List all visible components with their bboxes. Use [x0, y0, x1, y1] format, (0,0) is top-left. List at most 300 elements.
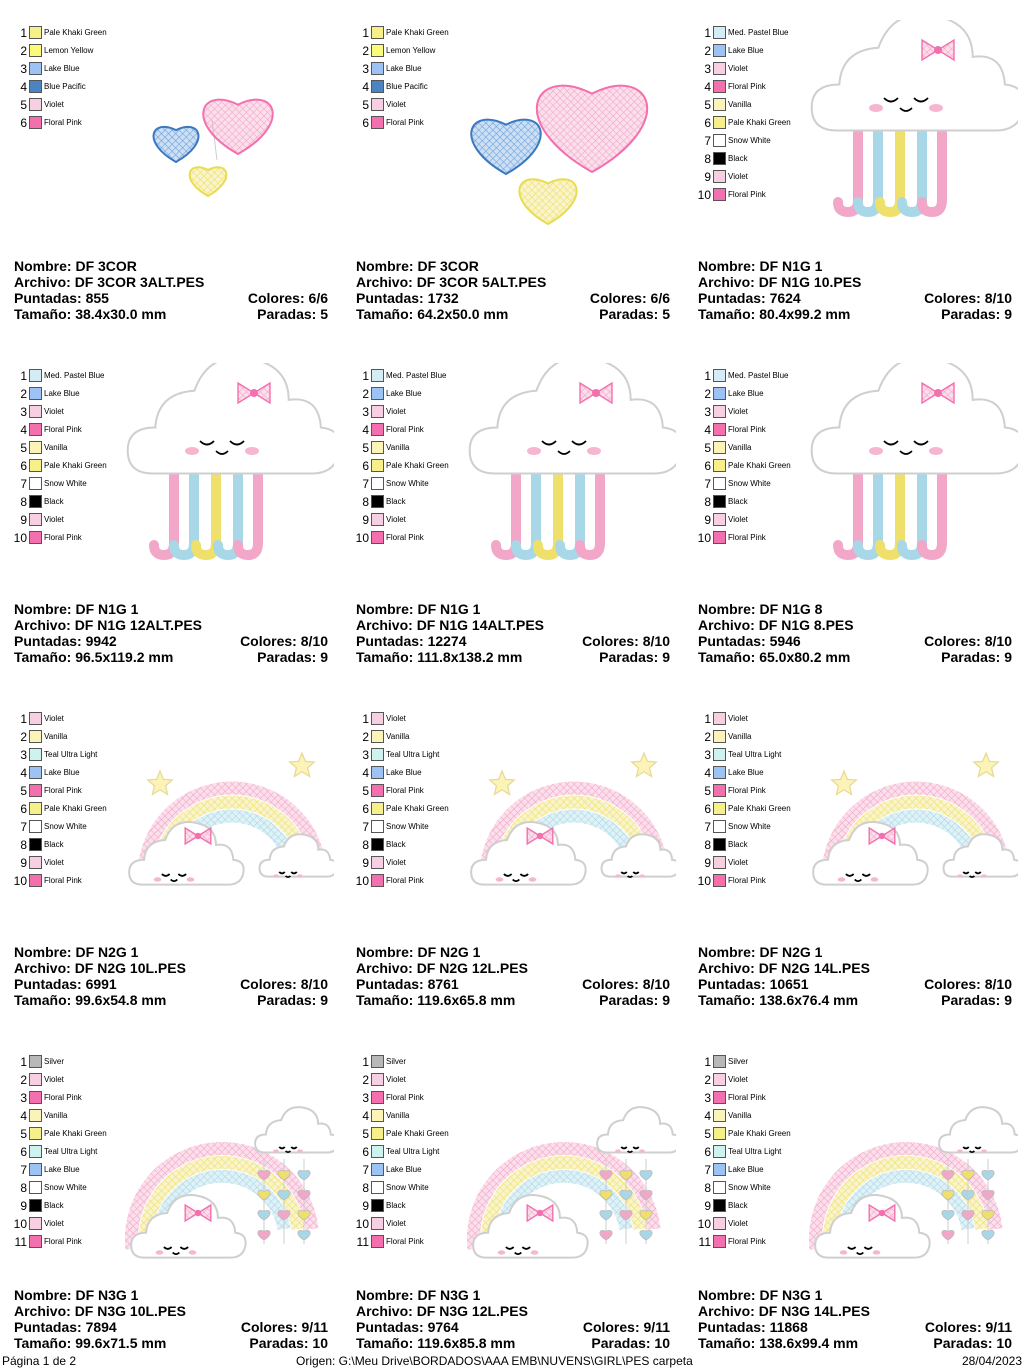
thread-color-row [684, 439, 814, 457]
stop-count: 10 [996, 1335, 1012, 1351]
thread-color-row [342, 1143, 472, 1161]
colors-value [924, 290, 1012, 306]
thread-swatch [713, 116, 726, 129]
thread-name: Pale Khaki Green [44, 28, 107, 37]
design-file: DF N2G 12L.PES [416, 960, 528, 976]
design-card [0, 1029, 342, 1370]
thread-color-row [684, 818, 814, 836]
thread-swatch [371, 802, 384, 815]
stops-label: Paradas: [257, 992, 317, 1008]
design-size: 119.6x65.8 mm [417, 992, 516, 1008]
thread-swatch [29, 730, 42, 743]
thread-number: 1 [362, 369, 369, 383]
stitches-line [698, 290, 1012, 306]
thread-name: Floral Pink [728, 425, 766, 434]
thread-swatch [371, 820, 384, 833]
name-label: Nombre: [356, 601, 414, 617]
colors-value [582, 976, 670, 992]
thread-color-row [342, 42, 472, 60]
size-line [698, 992, 1012, 1008]
thread-color-row [342, 1053, 472, 1071]
thread-color-row [684, 1197, 814, 1215]
design-file-line [698, 1303, 1012, 1319]
size-line [14, 992, 328, 1008]
thread-number: 10 [697, 531, 711, 545]
design-file-line [14, 274, 328, 290]
thread-color-row [684, 186, 814, 204]
thread-number: 4 [20, 423, 27, 437]
thread-number: 10 [13, 1217, 27, 1231]
thread-swatch [713, 441, 726, 454]
thread-color-row [684, 78, 814, 96]
file-label: Archivo: [356, 617, 413, 633]
color-count: 8/10 [642, 633, 670, 649]
thread-number: 6 [362, 116, 369, 130]
design-card [0, 0, 342, 342]
thread-swatch [713, 1073, 726, 1086]
thread-swatch [713, 748, 726, 761]
thread-number: 4 [20, 80, 27, 94]
colors-label: Colores: [924, 976, 981, 992]
stops-label: Paradas: [591, 1335, 651, 1351]
design-file-line [698, 274, 1012, 290]
stops-label: Paradas: [249, 1335, 309, 1351]
thread-color-row [0, 24, 130, 42]
thread-name: Floral Pink [386, 786, 424, 795]
size-line [698, 649, 1012, 665]
file-label: Archivo: [698, 960, 755, 976]
thread-number: 8 [362, 1181, 369, 1195]
thread-swatch [371, 459, 384, 472]
thread-swatch [29, 1055, 42, 1068]
color-count: 9/11 [985, 1319, 1012, 1335]
thread-name: Violet [728, 407, 748, 416]
design-preview-image [112, 706, 334, 936]
design-card [684, 686, 1024, 1028]
thread-name: Snow White [728, 1183, 771, 1192]
design-name: DF N3G 1 [417, 1287, 481, 1303]
colors-value [240, 633, 328, 649]
thread-color-row [0, 818, 130, 836]
design-file-line [14, 617, 328, 633]
thread-number: 5 [704, 98, 711, 112]
thread-color-row [684, 168, 814, 186]
thread-color-row [342, 1197, 472, 1215]
thread-swatch [713, 1109, 726, 1122]
design-file: DF N2G 10L.PES [74, 960, 186, 976]
thread-swatch [371, 1235, 384, 1248]
design-file: DF N1G 14ALT.PES [416, 617, 545, 633]
thread-number: 8 [704, 152, 711, 166]
thread-swatch [371, 116, 384, 129]
thread-swatch [29, 802, 42, 815]
thread-color-row [0, 367, 130, 385]
design-file-line [356, 617, 670, 633]
stitches-line [698, 976, 1012, 992]
thread-name: Pale Khaki Green [728, 118, 791, 127]
thread-color-row [342, 1215, 472, 1233]
thread-swatch [371, 838, 384, 851]
thread-color-row [684, 475, 814, 493]
stitches-label: Puntadas: [356, 633, 424, 649]
thread-swatch [29, 1181, 42, 1194]
design-name: DF N1G 1 [75, 601, 139, 617]
thread-name: Snow White [728, 479, 771, 488]
stitch-count: 10651 [769, 976, 809, 992]
size-label: Tamaño: [698, 306, 756, 322]
thread-number: 9 [20, 513, 27, 527]
thread-color-row [342, 1071, 472, 1089]
thread-name: Vanilla [728, 100, 752, 109]
thread-number: 10 [355, 1217, 369, 1231]
stitches-line [356, 290, 670, 306]
thread-swatch [29, 838, 42, 851]
thread-name: Vanilla [44, 443, 68, 452]
stop-count: 9 [662, 649, 670, 665]
thread-name: Lake Blue [44, 768, 80, 777]
thread-number: 10 [697, 874, 711, 888]
design-size: 99.6x71.5 mm [75, 1335, 167, 1351]
design-size: 111.8x138.2 mm [417, 649, 523, 665]
thread-number: 8 [20, 495, 27, 509]
thread-swatch [29, 441, 42, 454]
stops-value [257, 649, 328, 665]
thread-name: Violet [386, 1075, 406, 1084]
design-name-line [698, 258, 1012, 274]
thread-swatch [29, 387, 42, 400]
stitch-count: 7624 [769, 290, 801, 306]
design-name-line [698, 1287, 1012, 1303]
thread-color-row [684, 836, 814, 854]
design-name-line [356, 944, 670, 960]
size-label: Tamaño: [698, 649, 756, 665]
color-count: 8/10 [300, 633, 328, 649]
thread-swatch [713, 44, 726, 57]
colors-label: Colores: [924, 633, 981, 649]
design-size: 138.6x99.4 mm [759, 1335, 859, 1351]
thread-name: Violet [728, 515, 748, 524]
design-info [698, 1287, 1012, 1351]
thread-name: Violet [44, 714, 64, 723]
thread-number: 3 [704, 62, 711, 76]
thread-number: 1 [704, 26, 711, 40]
thread-color-row [0, 1089, 130, 1107]
size-label: Tamaño: [14, 649, 72, 665]
stitches-line [698, 1319, 1012, 1335]
thread-number: 4 [20, 1109, 27, 1123]
thread-name: Lake Blue [728, 46, 764, 55]
thread-number: 5 [362, 441, 369, 455]
stops-value [257, 992, 328, 1008]
thread-name: Lake Blue [44, 1165, 80, 1174]
thread-number: 7 [20, 820, 27, 834]
thread-number: 6 [704, 802, 711, 816]
thread-number: 4 [362, 423, 369, 437]
thread-color-row [684, 1143, 814, 1161]
thread-swatch [371, 387, 384, 400]
design-name: DF N2G 1 [75, 944, 139, 960]
design-preview-image [454, 706, 676, 936]
design-file: DF N2G 14L.PES [758, 960, 870, 976]
thread-swatch [29, 1127, 42, 1140]
thread-swatch [371, 531, 384, 544]
thread-swatch [29, 766, 42, 779]
size-line [14, 306, 328, 322]
thread-color-row [684, 114, 814, 132]
thread-name: Snow White [44, 479, 87, 488]
design-file: DF 3COR 5ALT.PES [416, 274, 547, 290]
thread-name: Pale Khaki Green [386, 1129, 449, 1138]
thread-swatch [713, 1163, 726, 1176]
thread-swatch [713, 874, 726, 887]
thread-number: 4 [362, 766, 369, 780]
thread-name: Snow White [728, 136, 771, 145]
design-name: DF N2G 1 [759, 944, 823, 960]
thread-name: Violet [44, 1075, 64, 1084]
thread-number: 10 [13, 874, 27, 888]
thread-swatch [371, 44, 384, 57]
size-label: Tamaño: [356, 649, 414, 665]
thread-swatch [713, 1127, 726, 1140]
thread-color-row [0, 78, 130, 96]
thread-color-row [684, 60, 814, 78]
thread-color-row [684, 854, 814, 872]
thread-swatch [29, 1199, 42, 1212]
thread-color-row [684, 800, 814, 818]
design-size: 64.2x50.0 mm [417, 306, 509, 322]
thread-number: 2 [704, 44, 711, 58]
design-file-line [14, 1303, 328, 1319]
thread-color-row [0, 529, 130, 547]
thread-number: 7 [362, 477, 369, 491]
thread-swatch [713, 423, 726, 436]
thread-name: Pale Khaki Green [386, 461, 449, 470]
thread-number: 8 [704, 1181, 711, 1195]
thread-swatch [29, 712, 42, 725]
thread-number: 6 [704, 1145, 711, 1159]
thread-swatch [713, 784, 726, 797]
thread-name: Violet [728, 1075, 748, 1084]
name-label: Nombre: [698, 1287, 756, 1303]
thread-name: Teal Ultra Light [728, 750, 782, 759]
thread-color-row [684, 1071, 814, 1089]
thread-name: Pale Khaki Green [386, 28, 449, 37]
design-name: DF N1G 1 [759, 258, 823, 274]
thread-color-row [0, 1071, 130, 1089]
design-name: DF N3G 1 [759, 1287, 823, 1303]
thread-swatch [29, 44, 42, 57]
thread-color-row [342, 529, 472, 547]
thread-color-row [684, 782, 814, 800]
thread-number: 11 [698, 1235, 711, 1249]
size-label: Tamaño: [698, 1335, 756, 1351]
thread-number: 1 [704, 369, 711, 383]
thread-swatch [713, 531, 726, 544]
thread-color-row [342, 836, 472, 854]
thread-number: 4 [704, 80, 711, 94]
thread-name: Teal Ultra Light [728, 1147, 782, 1156]
thread-number: 1 [362, 712, 369, 726]
design-file: DF N1G 12ALT.PES [74, 617, 203, 633]
stitches-line [14, 633, 328, 649]
thread-name: Pale Khaki Green [728, 804, 791, 813]
thread-color-row [342, 1161, 472, 1179]
thread-color-row [684, 421, 814, 439]
thread-name: Violet [728, 172, 748, 181]
name-label: Nombre: [698, 258, 756, 274]
thread-name: Vanilla [44, 732, 68, 741]
thread-number: 7 [20, 477, 27, 491]
thread-number: 4 [704, 1109, 711, 1123]
design-info [356, 944, 670, 1008]
thread-name: Lemon Yellow [386, 46, 436, 55]
thread-color-row [684, 1179, 814, 1197]
print-date: 28/04/2023 [961, 1354, 1022, 1368]
thread-name: Black [386, 1201, 406, 1210]
thread-swatch [371, 1217, 384, 1230]
thread-number: 3 [362, 62, 369, 76]
thread-number: 8 [20, 1181, 27, 1195]
thread-number: 8 [704, 495, 711, 509]
thread-number: 6 [20, 802, 27, 816]
thread-swatch [29, 477, 42, 490]
stitch-count: 1732 [427, 290, 459, 306]
thread-number: 9 [20, 1199, 27, 1213]
thread-name: Violet [728, 858, 748, 867]
stops-label: Paradas: [933, 1335, 993, 1351]
thread-swatch [371, 80, 384, 93]
thread-name: Vanilla [728, 443, 752, 452]
stops-value [249, 1335, 328, 1351]
thread-number: 1 [362, 26, 369, 40]
thread-number: 5 [362, 784, 369, 798]
design-name-line [698, 601, 1012, 617]
file-label: Archivo: [14, 960, 71, 976]
size-line [356, 1335, 670, 1351]
stitches-label: Puntadas: [356, 290, 424, 306]
stitch-count: 6991 [85, 976, 117, 992]
stitches-label: Puntadas: [14, 976, 82, 992]
design-info [14, 1287, 328, 1351]
thread-swatch [371, 712, 384, 725]
design-preview-image [454, 363, 676, 593]
thread-color-row [684, 1089, 814, 1107]
thread-color-row [0, 710, 130, 728]
thread-color-row [342, 728, 472, 746]
stitches-label: Puntadas: [698, 976, 766, 992]
design-card [684, 343, 1024, 685]
thread-number: 2 [704, 387, 711, 401]
thread-number: 3 [20, 748, 27, 762]
design-card [342, 343, 684, 685]
thread-number: 5 [704, 784, 711, 798]
thread-color-row [0, 1161, 130, 1179]
colors-value [240, 976, 328, 992]
colors-label: Colores: [582, 633, 639, 649]
thread-swatch [371, 784, 384, 797]
thread-number: 2 [704, 1073, 711, 1087]
stitches-label: Puntadas: [14, 290, 82, 306]
thread-name: Violet [386, 1219, 406, 1228]
design-name-line [356, 601, 670, 617]
thread-name: Black [386, 840, 406, 849]
thread-color-row [684, 710, 814, 728]
thread-name: Pale Khaki Green [728, 461, 791, 470]
thread-name: Silver [386, 1057, 407, 1066]
thread-name: Black [728, 1201, 748, 1210]
thread-name: Violet [44, 858, 64, 867]
thread-name: Floral Pink [386, 876, 424, 885]
thread-number: 6 [20, 116, 27, 130]
thread-name: Vanilla [728, 732, 752, 741]
name-label: Nombre: [14, 601, 72, 617]
stops-label: Paradas: [599, 649, 659, 665]
stops-label: Paradas: [941, 306, 1001, 322]
thread-name: Snow White [386, 1183, 429, 1192]
thread-color-row [342, 1107, 472, 1125]
thread-swatch [371, 62, 384, 75]
thread-number: 6 [704, 459, 711, 473]
thread-swatch [713, 369, 726, 382]
thread-swatch [371, 1073, 384, 1086]
thread-swatch [713, 387, 726, 400]
thread-name: Floral Pink [728, 876, 766, 885]
thread-swatch [713, 712, 726, 725]
thread-name: Vanilla [386, 732, 410, 741]
design-size: 138.6x76.4 mm [759, 992, 859, 1008]
size-label: Tamaño: [698, 992, 756, 1008]
thread-number: 11 [14, 1235, 27, 1249]
thread-swatch [713, 1199, 726, 1212]
size-label: Tamaño: [356, 1335, 414, 1351]
design-preview-image [796, 363, 1018, 593]
thread-name: Silver [728, 1057, 749, 1066]
stitches-label: Puntadas: [698, 290, 766, 306]
stops-label: Paradas: [599, 306, 659, 322]
thread-color-row [342, 60, 472, 78]
thread-number: 4 [704, 766, 711, 780]
stop-count: 5 [320, 306, 328, 322]
thread-color-row [342, 457, 472, 475]
thread-swatch [29, 80, 42, 93]
thread-number: 8 [704, 838, 711, 852]
thread-number: 5 [362, 98, 369, 112]
size-line [14, 649, 328, 665]
colors-label: Colores: [582, 1319, 640, 1335]
page-number: Página 1 de 2 [2, 1354, 77, 1368]
thread-color-row [342, 421, 472, 439]
thread-number: 2 [362, 44, 369, 58]
thread-number: 10 [355, 874, 369, 888]
thread-number: 5 [362, 1127, 369, 1141]
thread-number: 2 [20, 1073, 27, 1087]
stops-value [599, 306, 670, 322]
stops-label: Paradas: [941, 992, 1001, 1008]
thread-swatch [371, 874, 384, 887]
stitch-count: 9764 [427, 1319, 459, 1335]
thread-name: Vanilla [44, 1111, 68, 1120]
design-file: DF N1G 10.PES [758, 274, 862, 290]
thread-swatch [713, 1181, 726, 1194]
thread-color-row [684, 367, 814, 385]
thread-number: 6 [362, 1145, 369, 1159]
size-label: Tamaño: [356, 992, 414, 1008]
thread-swatch [713, 1217, 726, 1230]
thread-swatch [371, 1127, 384, 1140]
name-label: Nombre: [698, 601, 756, 617]
thread-swatch [29, 98, 42, 111]
thread-swatch [713, 1235, 726, 1248]
